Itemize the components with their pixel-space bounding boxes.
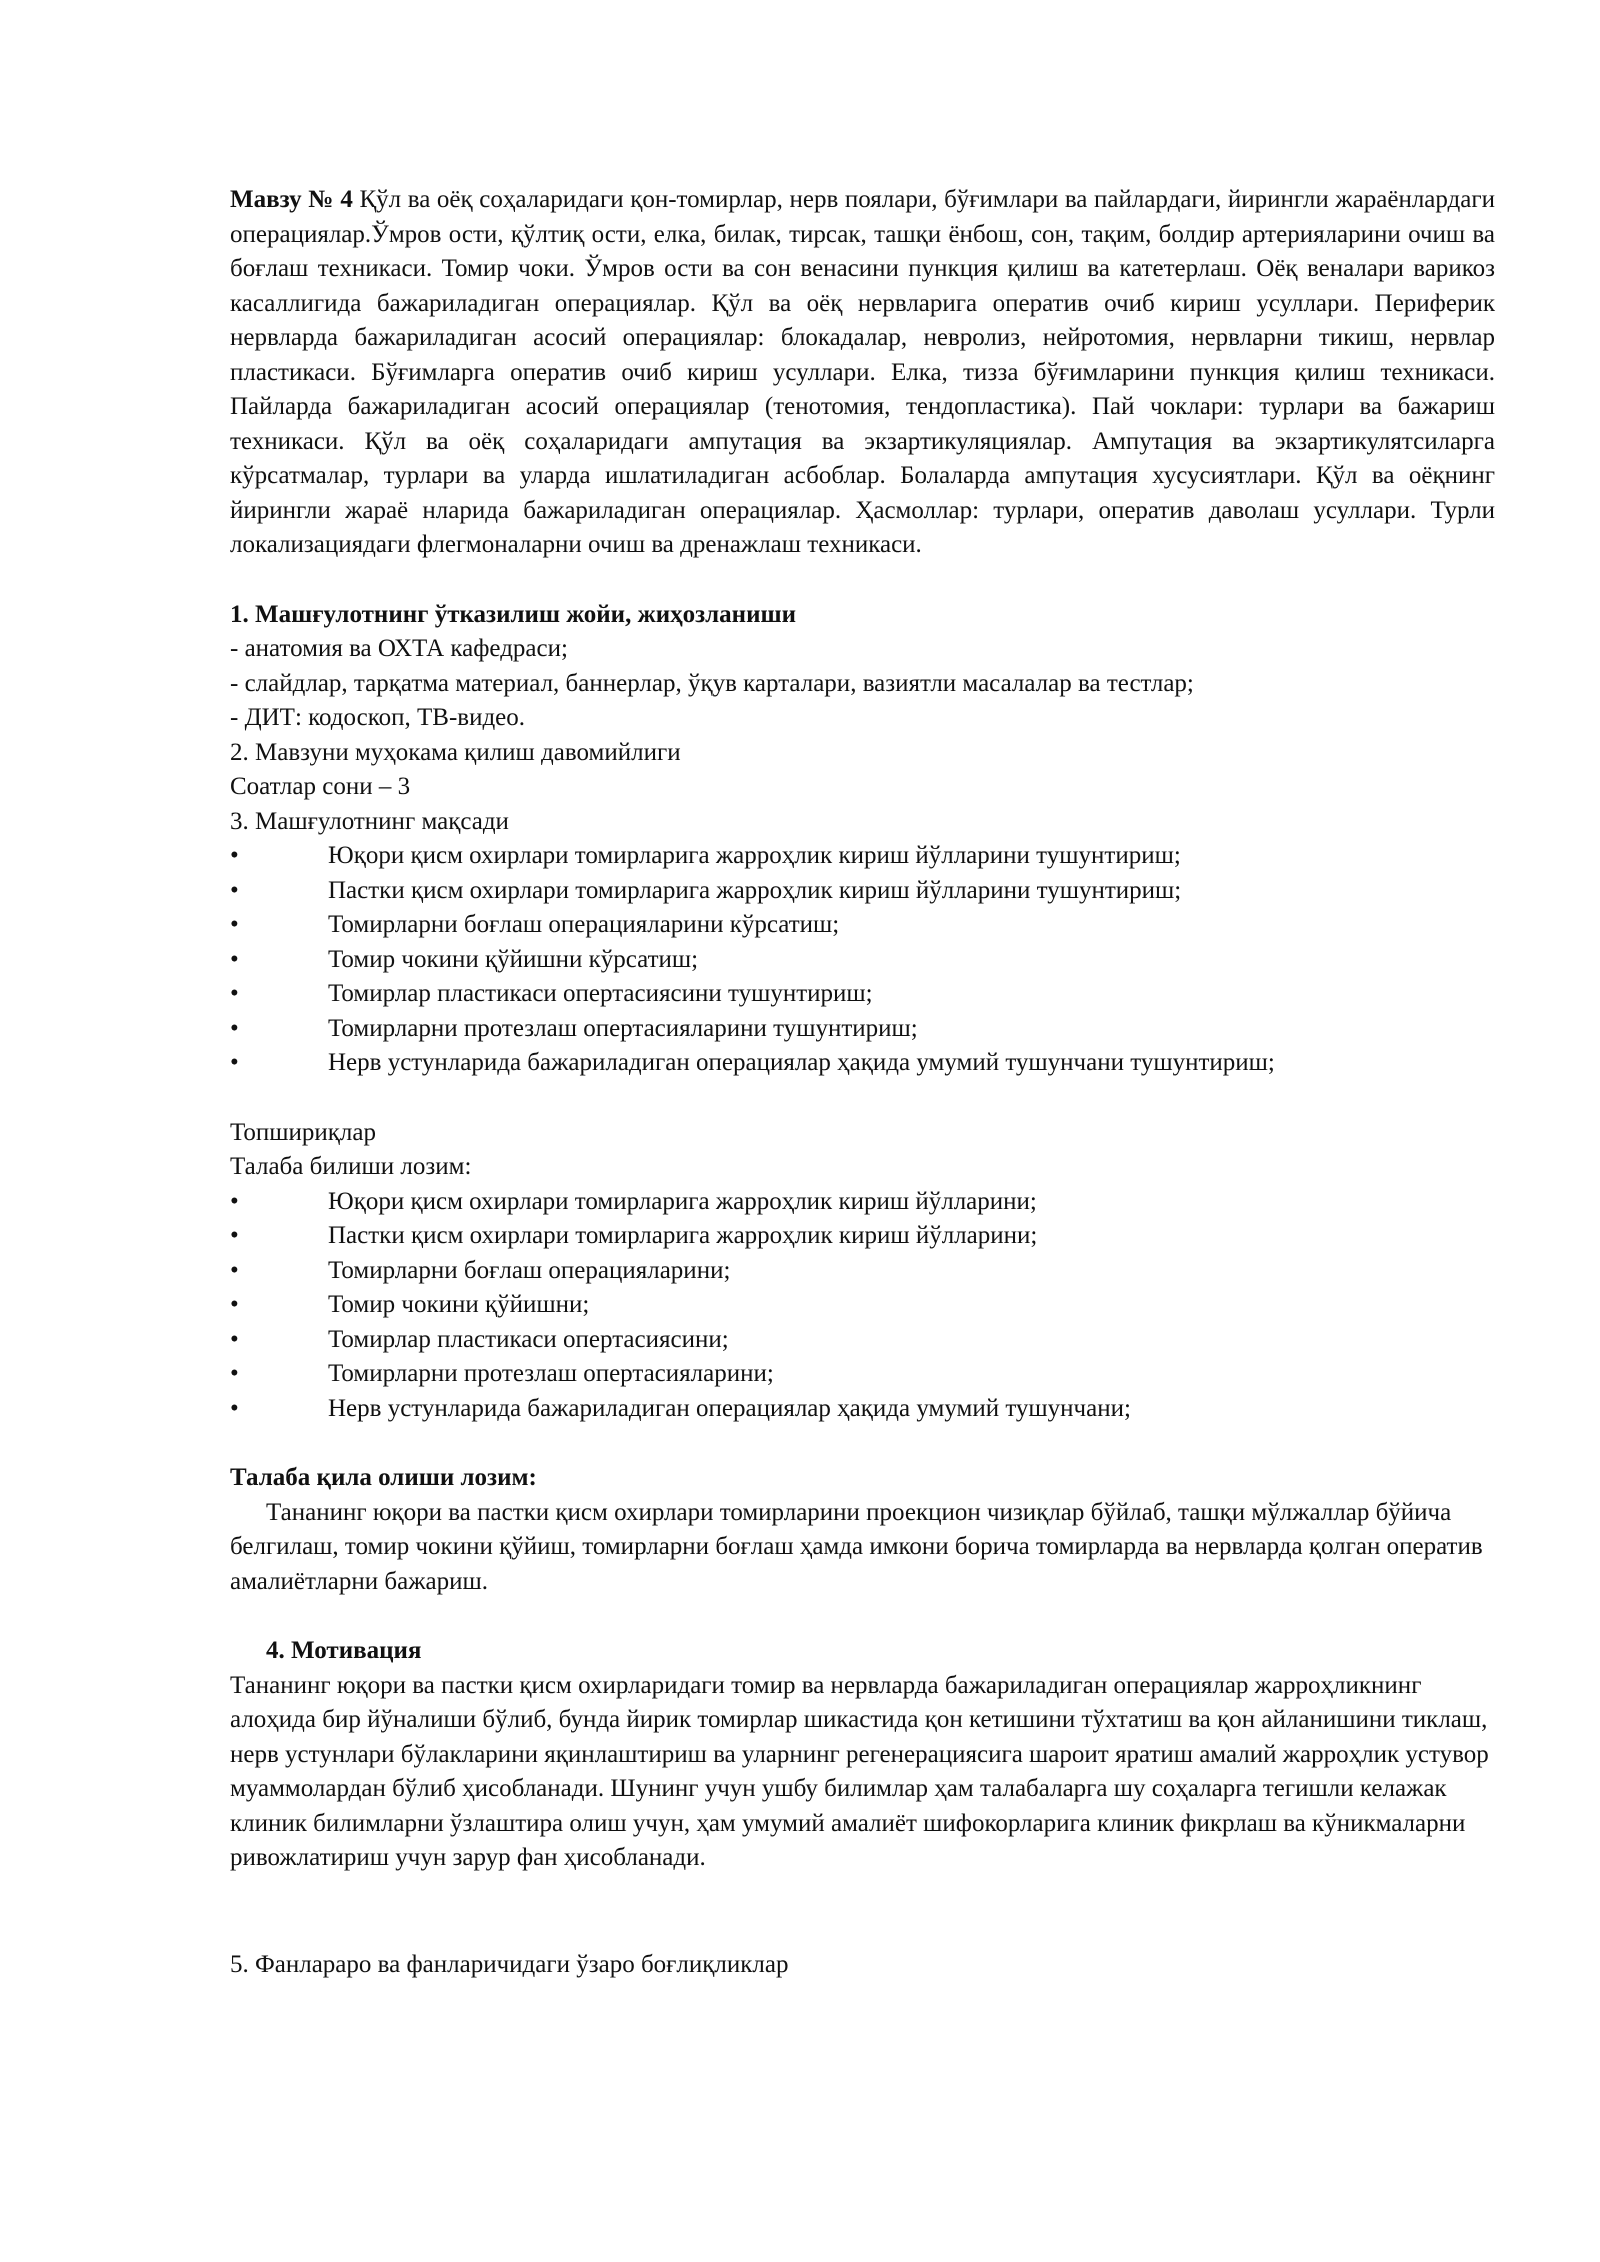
section1-line-2: - слайдлар, тарқатма материал, баннерлар, ўқув карталари, вазиятли масалалар ва тестлар; bbox=[230, 669, 1194, 697]
topic-text: Қўл ва оёқ соҳаларидаги қон-томирлар, нерв поялари, бўғимлари ва пайлардаги, йирингли жараёнлардаги операциялар.Ўмров ости, қўлтиқ ости, елка, билак, тирсак, ташқи ёнбош, сон, тақим, болдир артерияларини очиш ва боғлаш техникаси. Томир чоки. Ўмров ости ва сон венасини пункция қилиш ва катетерлаш. Оёқ веналари варикоз касаллигида бажариладиган операциялар. Қўл ва оёқ нервларига оператив очиб кириш усуллари. Периферик нервларда бажариладиган асосий операциялар: блокадалар, невролиз, нейротомия, нервларни тикиш, нервлар пластикаси. Бўғимларга оператив очиб кириш усуллари. Елка, тизза бўғимларини пункция қилиш техникаси. Пайларда бажариладиган асосий операциялар (тенотомия, тендопластика). Пай чоклари: турлари ва бажариш техникаси. Қўл ва оёқ соҳаларидаги ампутация ва экзартикуляциялар. Ампутация ва экзартикулятсиларга кўрсатмалар, турлари ва уларда ишлатиладиган асбоблар. Болаларда ампутация хусусиятлари. Қўл ва оёқнинг йирингли жараё нларида бажариладиган операциялар. Ҳасмоллар: турлари, оператив даволаш усуллари. Турли локализациядаги флегмоналарни очиш ва дренажлаш техникаси. bbox=[230, 186, 1496, 558]
list-item: • Томирларни протезлаш опертасияларини; bbox=[230, 1360, 774, 1387]
section1-line-3: - ДИТ: кодоскоп, ТВ-видео. bbox=[230, 704, 526, 731]
list-item: • Томир чокини қўйишни; bbox=[230, 1291, 590, 1318]
list-item: • Нерв устунларида бажариладиган операциялар ҳақида умумий тушунчани тушунтириш; bbox=[230, 1049, 1275, 1076]
section5-heading: 5. Фанлараро ва фанларичидаги ўзаро боғлиқликлар bbox=[230, 1950, 789, 1978]
list-item: • Юқори қисм охирлари томирларига жарроҳлик кириш йўлларини тушунтириш; bbox=[230, 842, 1181, 869]
list-item: • Пастки қисм охирлари томирларига жарроҳлик кириш йўлларини; bbox=[230, 1222, 1038, 1249]
list-item: • Юқори қисм охирлари томирларига жарроҳлик кириш йўлларини; bbox=[230, 1187, 1037, 1215]
section1-line-1: - анатомия ва ОХТА кафедраси; bbox=[230, 635, 568, 662]
section3-heading: 3. Машғулотнинг мақсади bbox=[230, 807, 509, 835]
knowledge-list bbox=[230, 1185, 1495, 1427]
list-item: • Нерв устунларида бажариладиган операциялар ҳақида умумий тушунчани; bbox=[230, 1394, 1131, 1422]
list-item: • Томирларни боғлаш операцияларини кўрсатиш; bbox=[230, 911, 840, 938]
list-item: • Пастки қисм охирлари томирларига жарроҳлик кириш йўлларини тушунтириш; bbox=[230, 876, 1182, 904]
tasks-know-heading: Талаба билиши лозим: bbox=[230, 1153, 472, 1180]
list-item: • Томирларни протезлаш опертасияларини тушунтириш; bbox=[230, 1014, 918, 1042]
tasks-heading: Топшириқлар bbox=[230, 1118, 376, 1146]
section2-heading: 2. Мавзуни муҳокама қилиш давомийлиги bbox=[230, 738, 681, 766]
section4-text: Тананинг юқори ва пастки қисм охирларидаги томир ва нервларда бажариладиган операциялар жарроҳликнинг алоҳида бир йўналиши бўлиб, бунда йирик томирлар шикастида қон кетишини тўхтатиш ва қон айланишини тиклаш, нерв устунлари бўлакларини яқинлаштириш ва уларнинг регенерациясига шароит яратиш амалий жарроҳлик устувор муаммолардан бўлиб ҳисобланади. Шунинг учун ушбу билимлар ҳам талабаларга шу соҳаларга тегишли келажак клиник билимларни ўзлаштира олиш учун, ҳам умумий амалиёт шифокорларига клиник фикрлаш ва кўникмаларни ривожлатириш учун зарур фан ҳисобланади. bbox=[230, 1671, 1489, 1871]
goals-list bbox=[230, 839, 1495, 1081]
list-item: • Томирларни боғлаш операцияларини; bbox=[230, 1256, 731, 1284]
list-item: • Томир чокини қўйишни кўрсатиш; bbox=[230, 945, 699, 973]
section4-heading: 4. Мотивация bbox=[266, 1637, 422, 1664]
skills-heading: Талаба қила олиши лозим: bbox=[230, 1464, 537, 1491]
topic-paragraph bbox=[230, 183, 1495, 563]
list-item: • Томирлар пластикаси опертасиясини тушунтириш; bbox=[230, 980, 873, 1007]
document-content bbox=[230, 183, 1495, 1982]
section1-heading: 1. Машғулотнинг ўтказилиш жойи, жиҳозланиши bbox=[230, 600, 797, 628]
list-item: • Томирлар пластикаси опертасиясини; bbox=[230, 1325, 729, 1353]
skills-text: Тананинг юқори ва пастки қисм охирлари томирларини проекцион чизиқлар бўйлаб, ташқи мўлжаллар бўйича белгилаш, томир чокини қўйиш, томирларни боғлаш ҳамда имкони борича томирларда ва нервларда қолган оператив амалиётларни бажариш. bbox=[230, 1498, 1483, 1595]
section2-hours: Соатлар сони – 3 bbox=[230, 773, 411, 800]
topic-heading: Мавзу № 4 bbox=[230, 186, 353, 213]
